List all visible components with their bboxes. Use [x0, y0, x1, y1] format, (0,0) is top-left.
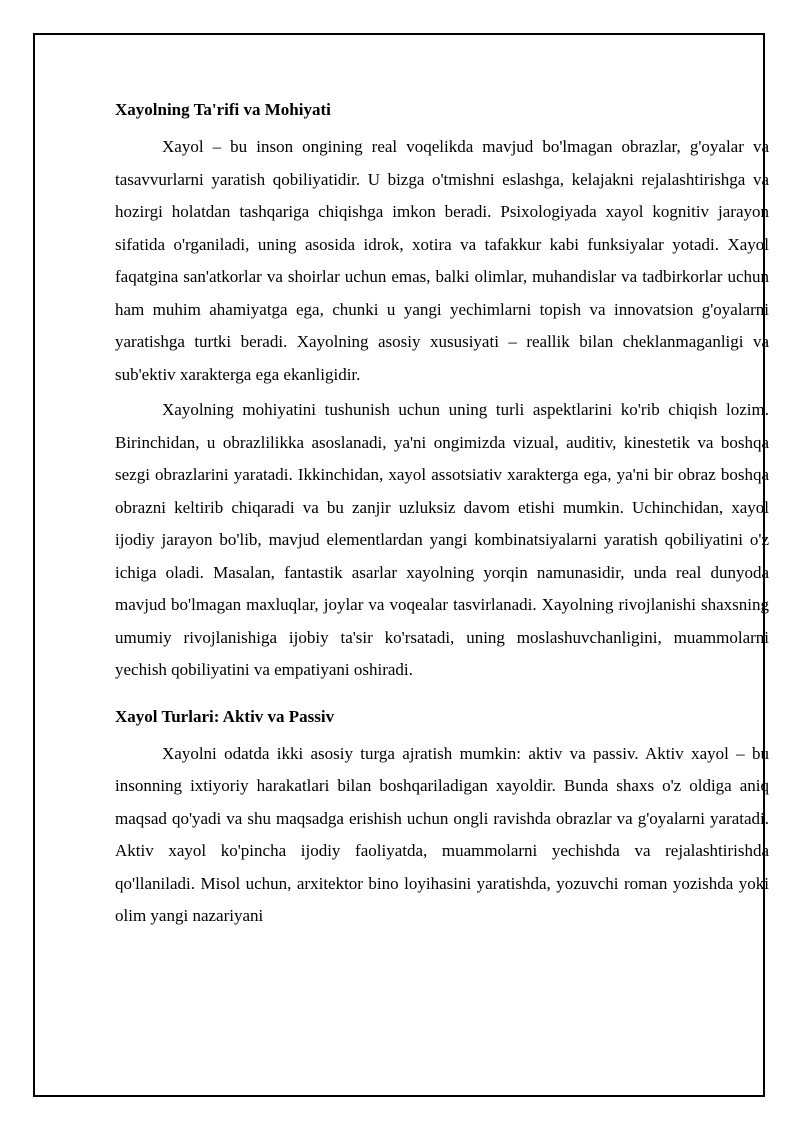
paragraph-types-1: Xayolni odatda ikki asosiy turga ajratish mumkin: aktiv va passiv. Aktiv xayol – bu insonning ixtiyoriy harakatlari bilan boshqariladigan xayoldir. Bunda shaxs o'z oldiga aniq maqsad qo'yadi va shu maqsadga erishish uchun ongli ravishda obrazlar va g'oyalarni yaratadi. Aktiv xayol ko'pincha ijodiy faoliyatda, muammolarni yechishda va rejalashtirishda qo'llaniladi. Misol uchun, arxitektor bino loyihasini yaratishda, yozuvchi roman yozishda yoki olim yangi nazariyani [115, 743, 769, 925]
paragraph-definition-2: Xayolning mohiyatini tushunish uchun uning turli aspektlarini ko'rib chiqish lozim. Birinchidan, u obrazlilikka asoslanadi, ya'ni ongimizda vizual, auditiv, kinestetik va boshqa sezgi obrazlarini yaratadi. Ikkinchidan, xayol assotsiativ xarakterga ega, ya'ni bir obraz boshqa obrazni keltirib chiqaradi va bu zanjir uzluksiz davom etishi mumkin. Uchinchidan, xayol ijodiy jarayon bo'lib, mavjud elementlardan yangi kombinatsiyalarni yaratish qobiliyatini o'z ichiga oladi. Masalan, fantastik asarlar xayolning yorqin namunasidir, unda real dunyoda mavjud bo'lmagan maxluqlar, joylar va voqealar tasvirlanadi. Xayolning rivojlanishi shaxsning umumiy rivojlanishiga ijobiy ta'sir ko'rsatadi, uning moslashuvchanligini, muammolarni yechish qobiliyatini va empatiyani oshiradi. [115, 400, 769, 679]
section-heading-definition: Xayolning Ta'rifi va Mohiyati [115, 100, 331, 119]
section-heading-types: Xayol Turlari: Aktiv va Passiv [115, 706, 335, 726]
document-body [115, 98, 769, 933]
paragraph-definition-1: Xayol – bu inson ongining real voqelikda mavjud bo'lmagan obrazlar, g'oyalar va tasavvurlarni yaratish qobiliyatidir. U bizga o'tmishni eslashga, kelajakni rejalashtirishga va hozirgi holatdan tashqariga chiqishga imkon beradi. Psixologiyada xayol kognitiv jarayon sifatida o'rganiladi, uning asosida idrok, xotira va tafakkur kabi funksiyalar yotadi. Xayol faqatgina san'atkorlar va shoirlar uchun emas, balki olimlar, muhandislar va tadbirkorlar uchun ham muhim ahamiyatga ega, chunki u yangi yechimlarni topish va innovatsion g'oyalarni yaratishga turtki beradi. Xayolning asosiy xususiyati – reallik bilan cheklanmaganligi va sub'ektiv xarakterga ega ekanligidir. [115, 137, 769, 384]
